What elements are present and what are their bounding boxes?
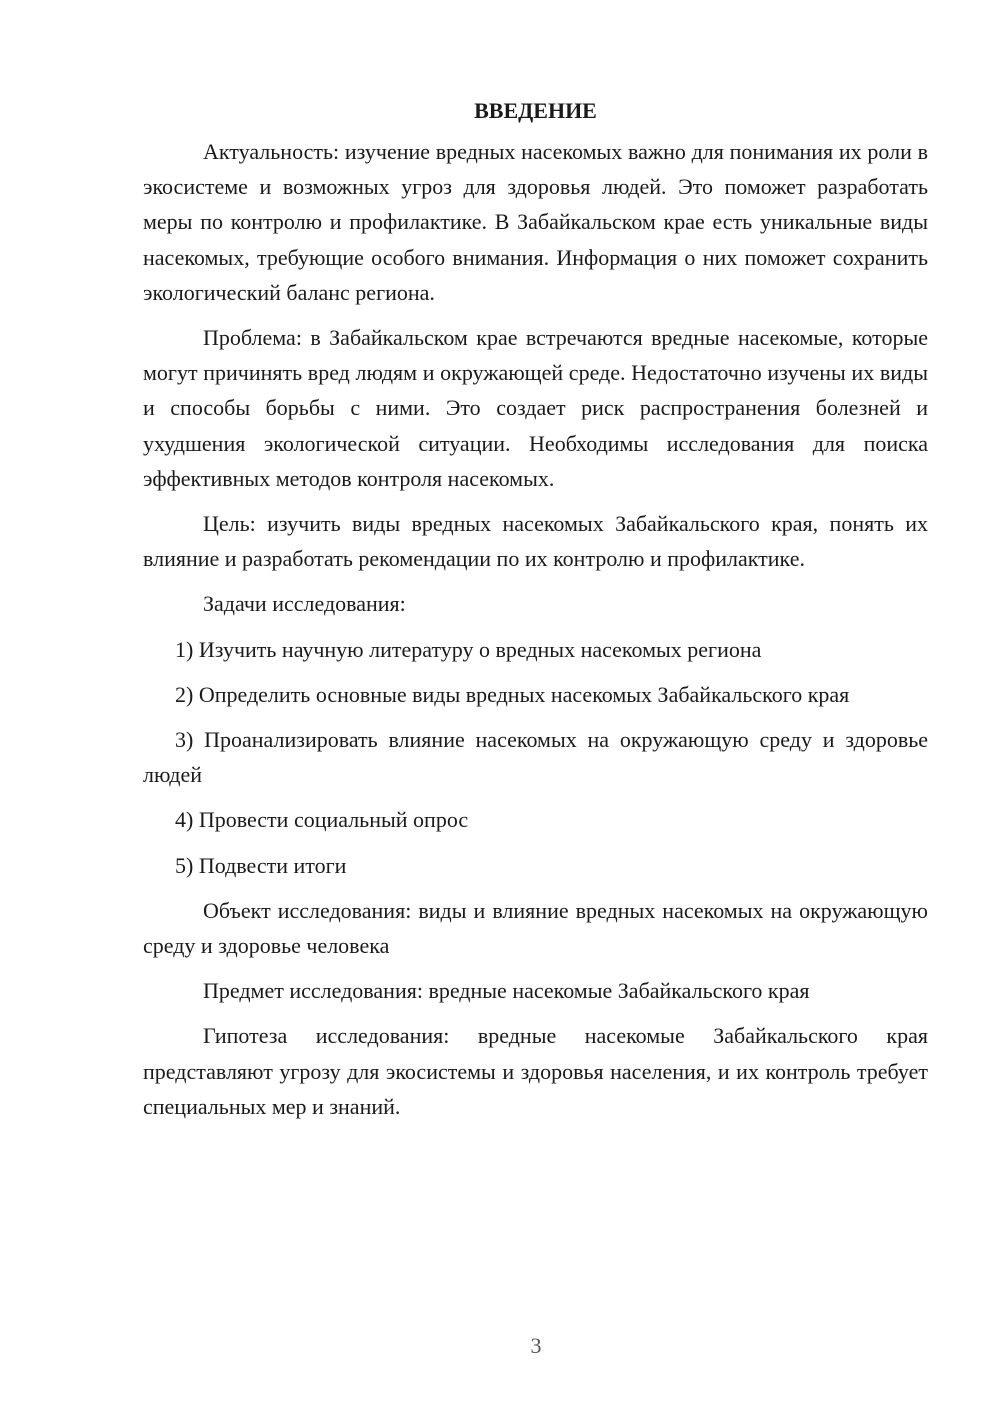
task-item-4: 4) Провести социальный опрос [175,807,469,833]
paragraph-goal: Цель: изучить виды вредных насекомых Забайкальского края, понять их влияние и разработать рекомендации по их контролю и профилактике. [143,511,928,572]
paragraph-problem: Проблема: в Забайкальском крае встречаются вредные насекомые, которые могут причинять вред людям и окружающей среде. Недостаточно изучены их виды и способы борьбы с ними. Это создает риск распространения болезней и ухудшения экологической ситуации. Необходимы исследования для поиска эффективных методов контроля насекомых. [143,325,928,491]
tasks-heading: Задачи исследования: [203,591,406,617]
task-item-3: 3) Проанализировать влияние насекомых на окружающую среду и здоровье людей [143,727,928,788]
paragraph-hypothesis: Гипотеза исследования: вредные насекомые Забайкальского края представляют угрозу для экосистемы и здоровья населения, и их контроль требует специальных мер и знаний. [143,1023,928,1119]
page-number: 3 [530,1333,542,1358]
task-item-1: 1) Изучить научную литературу о вредных насекомых региона [175,636,762,662]
section-title: ВВЕДЕНИЕ [474,98,597,123]
document-page [143,96,928,1134]
task-item-2: 2) Определить основные виды вредных насекомых Забайкальского края [175,681,850,707]
paragraph-object: Объект исследования: виды и влияние вредных насекомых на окружающую среду и здоровье человека [143,897,928,959]
paragraph-relevance: Актуальность: изучение вредных насекомых важно для понимания их роли в экосистеме и возможных угроз для здоровья людей. Это поможет разработать меры по контролю и профилактике. В Забайкальском крае есть уникальные виды насекомых, требующие особого внимания. Информация о них поможет сохранить экологический баланс региона. [143,139,928,305]
paragraph-subject: Предмет исследования: вредные насекомые Забайкальского края [203,978,810,1004]
task-item-5: 5) Подвести итоги [175,852,347,878]
